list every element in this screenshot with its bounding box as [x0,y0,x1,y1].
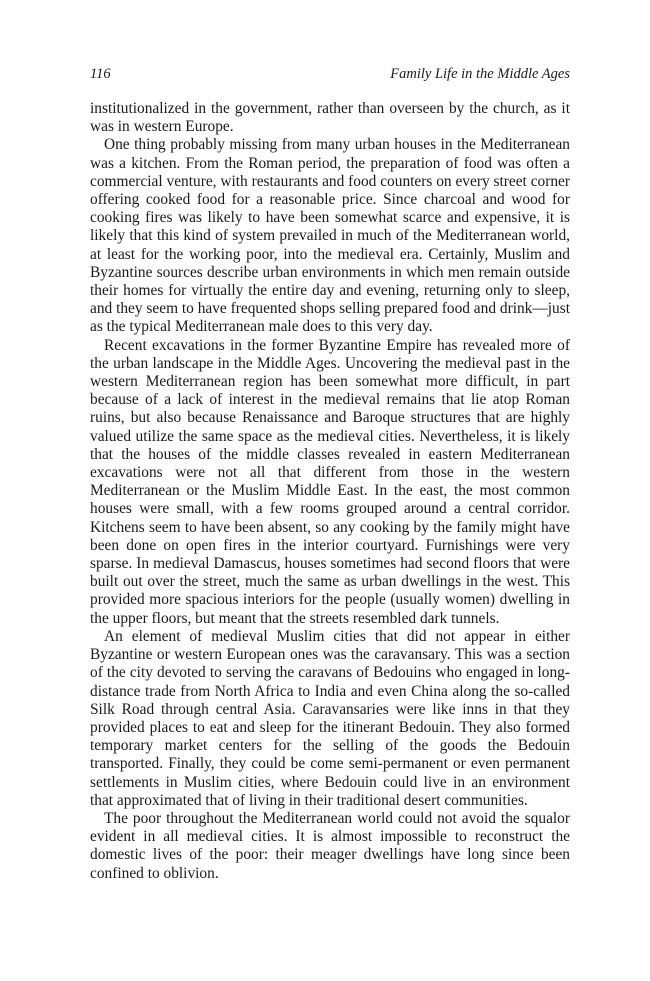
paragraph-poor: The poor throughout the Mediterranean world could not avoid the squalor evident in all medieval cities. It is almost impossible to reconstruct the domestic lives of the poor: their meager dwellings have long since been confined to oblivion. [90,809,570,882]
paragraph-kitchen: One thing probably missing from many urban houses in the Mediterranean was a kitchen. From the Roman period, the preparation of food was often a commercial venture, with restaurants and food counters on every street corner offering cooked food for a reasonable price. Since charcoal and wood for cooking fires was likely to have been somewhat scarce and expensive, it is likely that this kind of system prevailed in much of the Mediterranean world, at least for the working poor, into the medieval era. Certainly, Muslim and Byzantine sources describe urban environments in which men remain outside their homes for virtually the entire day and evening, returning only to sleep, and they seem to have frequented shops selling prepared food and drink—just as the typical Mediterranean male does to this very day. [90,136,570,336]
paragraph-excavations: Recent excavations in the former Byzantine Empire has revealed more of the urban landscape in the Middle Ages. Uncovering the medieval past in the western Mediterranean region has been somewhat more difficult, in part because of a lack of interest in the medieval remains that lie atop Roman ruins, but also because Renaissance and Baroque structures that are highly valued utilize the same space as the medieval cities. Nevertheless, it is likely that the houses of the middle classes revealed in eastern Mediterranean excavations were not all that different from those in the western Mediterranean or the Muslim Middle East. In the east, the most common houses were small, with a few rooms grouped around a central corridor. Kitchens seem to have been absent, so any cooking by the family might have been done on open fires in the interior courtyard. Furnishings were very sparse. In medieval Damascus, houses sometimes had second floors that were built out over the street, much the same as urban dwellings in the west. This provided more spacious interiors for the people (usually women) dwelling in the upper floors, but meant that the streets resembled dark tunnels. [90,336,570,627]
body-text [90,100,570,883]
page-number: 116 [90,66,111,82]
paragraph-caravansary: An element of medieval Muslim cities that did not appear in either Byzantine or western European ones was the caravansary. This was a section of the city devoted to serving the caravans of Bedouins who engaged in long-distance trade from North Africa to India and even China along the so-called Silk Road through central Asia. Caravansaries were like inns in that they provided places to eat and sleep for the itinerant Bedouin. They also formed temporary market centers for the selling of the goods the Bedouin transported. Finally, they could be come semi-permanent or even permanent settlements in Muslim cities, where Bedouin could live in an environment that approximated that of living in their traditional desert communities. [90,627,570,809]
running-title: Family Life in the Middle Ages [390,66,570,82]
paragraph-continued: institutionalized in the government, rather than overseen by the church, as it was in western Europe. [90,100,570,136]
running-header [90,66,570,83]
